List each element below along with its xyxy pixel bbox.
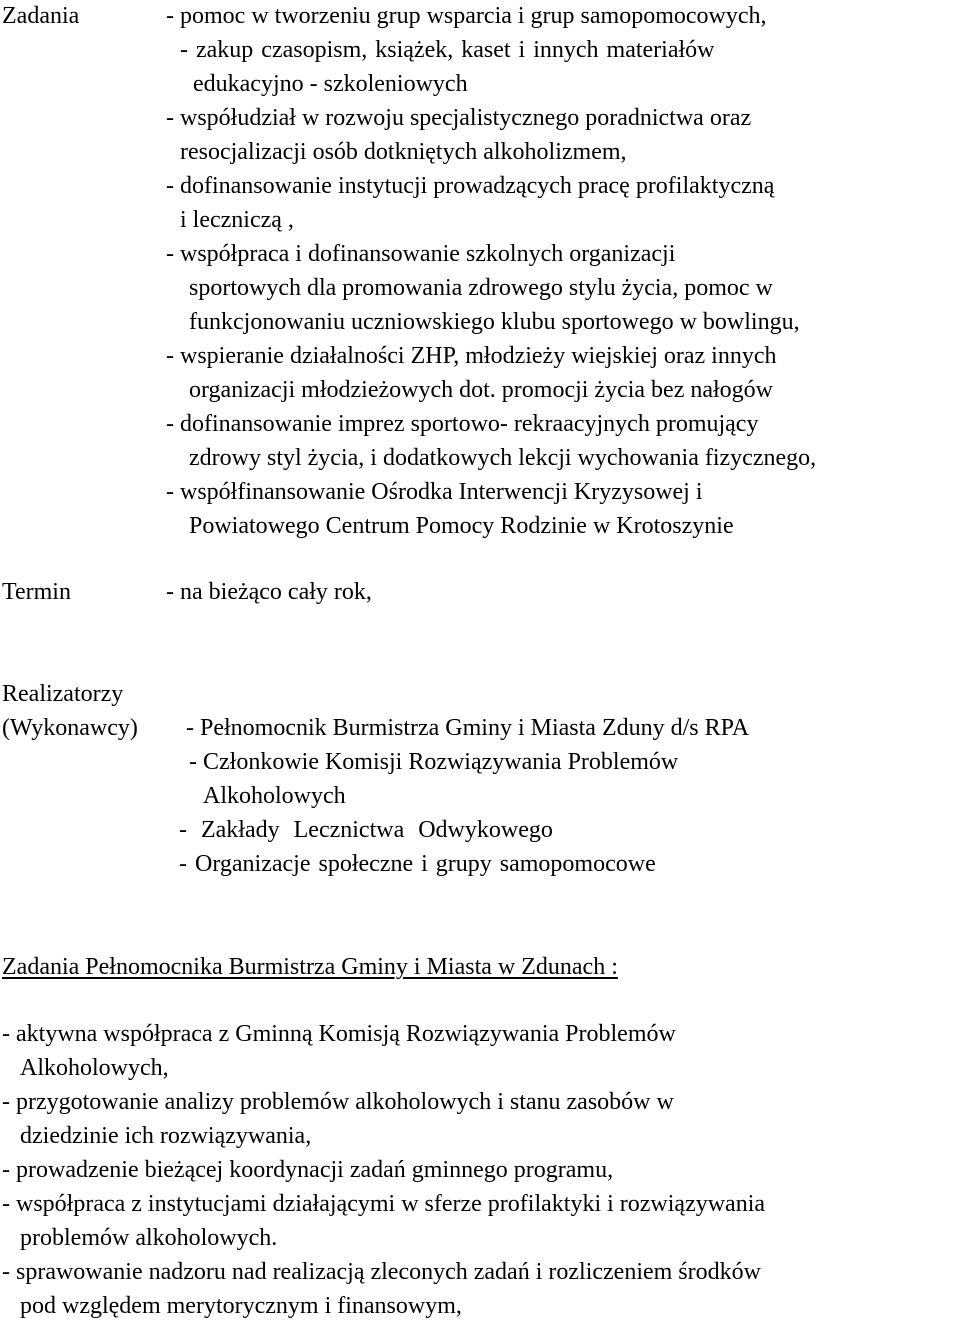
zadania-line: edukacyjno - szkoleniowych xyxy=(193,71,468,97)
zadania-line: - współudział w rozwoju specjalistycznego poradnictwa oraz xyxy=(166,105,752,131)
zadania-line: sportowych dla promowania zdrowego stylu życia, pomoc w xyxy=(189,275,773,301)
pelnomocnik-line: problemów alkoholowych. xyxy=(20,1225,278,1251)
pelnomocnik-line: - współpraca z instytucjami działającymi w sferze profilaktyki i rozwiązywania xyxy=(2,1191,766,1217)
zadania-line: - współpraca i dofinansowanie szkolnych organizacji xyxy=(166,241,676,267)
realizatorzy-line: - Członkowie Komisji Rozwiązywania Problemów xyxy=(189,749,679,775)
zadania-line: funkcjonowaniu uczniowskiego klubu sportowego w bowlingu, xyxy=(189,309,800,335)
pelnomocnik-line: dziedzinie ich rozwiązywania, xyxy=(20,1123,312,1149)
pelnomocnik-line: - przygotowanie analizy problemów alkoholowych i stanu zasobów w xyxy=(2,1089,674,1115)
realizatorzy-line: - Organizacje społeczne i grupy samopomocowe xyxy=(179,851,656,877)
realizatorzy-line: - Pełnomocnik Burmistrza Gminy i Miasta Zduny d/s RPA xyxy=(186,715,750,741)
zadania-line: i leczniczą , xyxy=(180,207,294,233)
pelnomocnik-line: Alkoholowych, xyxy=(20,1055,169,1081)
pelnomocnik-line: - sprawowanie nadzoru nad realizacją zleconych zadań i rozliczeniem środków xyxy=(2,1259,761,1285)
realizatorzy-line: - Zakłady Lecznictwa Odwykowego xyxy=(179,817,553,843)
zadania-line: - wspieranie działalności ZHP, młodzieży wiejskiej oraz innych xyxy=(166,343,777,369)
realizatorzy-label-2: (Wykonawcy) xyxy=(2,715,138,741)
zadania-line: resocjalizacji osób dotkniętych alkoholizmem, xyxy=(180,139,627,165)
zadania-line: zdrowy styl życia, i dodatkowych lekcji wychowania fizycznego, xyxy=(189,445,817,471)
pelnomocnik-line: - aktywna współpraca z Gminną Komisją Rozwiązywania Problemów xyxy=(2,1021,676,1047)
termin-value: - na bieżąco cały rok, xyxy=(166,579,372,605)
termin-label: Termin xyxy=(2,579,71,605)
zadania-line: - współfinansowanie Ośrodka Interwencji Kryzysowej i xyxy=(166,479,703,505)
zadania-line: Powiatowego Centrum Pomocy Rodzinie w Krotoszynie xyxy=(189,513,734,539)
section-heading: Zadania Pełnomocnika Burmistrza Gminy i Miasta w Zdunach : xyxy=(2,954,618,980)
zadania-line: - dofinansowanie imprez sportowo- rekraacyjnych promujący xyxy=(166,411,759,437)
realizatorzy-line: Alkoholowych xyxy=(203,783,346,809)
zadania-line: - pomoc w tworzeniu grup wsparcia i grup samopomocowych, xyxy=(166,3,767,29)
zadania-line: - dofinansowanie instytucji prowadzących pracę profilaktyczną xyxy=(166,173,775,199)
pelnomocnik-line: - prowadzenie bieżącej koordynacji zadań gminnego programu, xyxy=(2,1157,614,1183)
pelnomocnik-line: pod względem merytorycznym i finansowym, xyxy=(20,1293,462,1319)
zadania-line: - zakup czasopism, książek, kaset i innych materiałów xyxy=(180,37,715,63)
realizatorzy-label: Realizatorzy xyxy=(2,681,124,707)
zadania-label: Zadania xyxy=(2,3,80,29)
zadania-line: organizacji młodzieżowych dot. promocji życia bez nałogów xyxy=(189,377,774,403)
